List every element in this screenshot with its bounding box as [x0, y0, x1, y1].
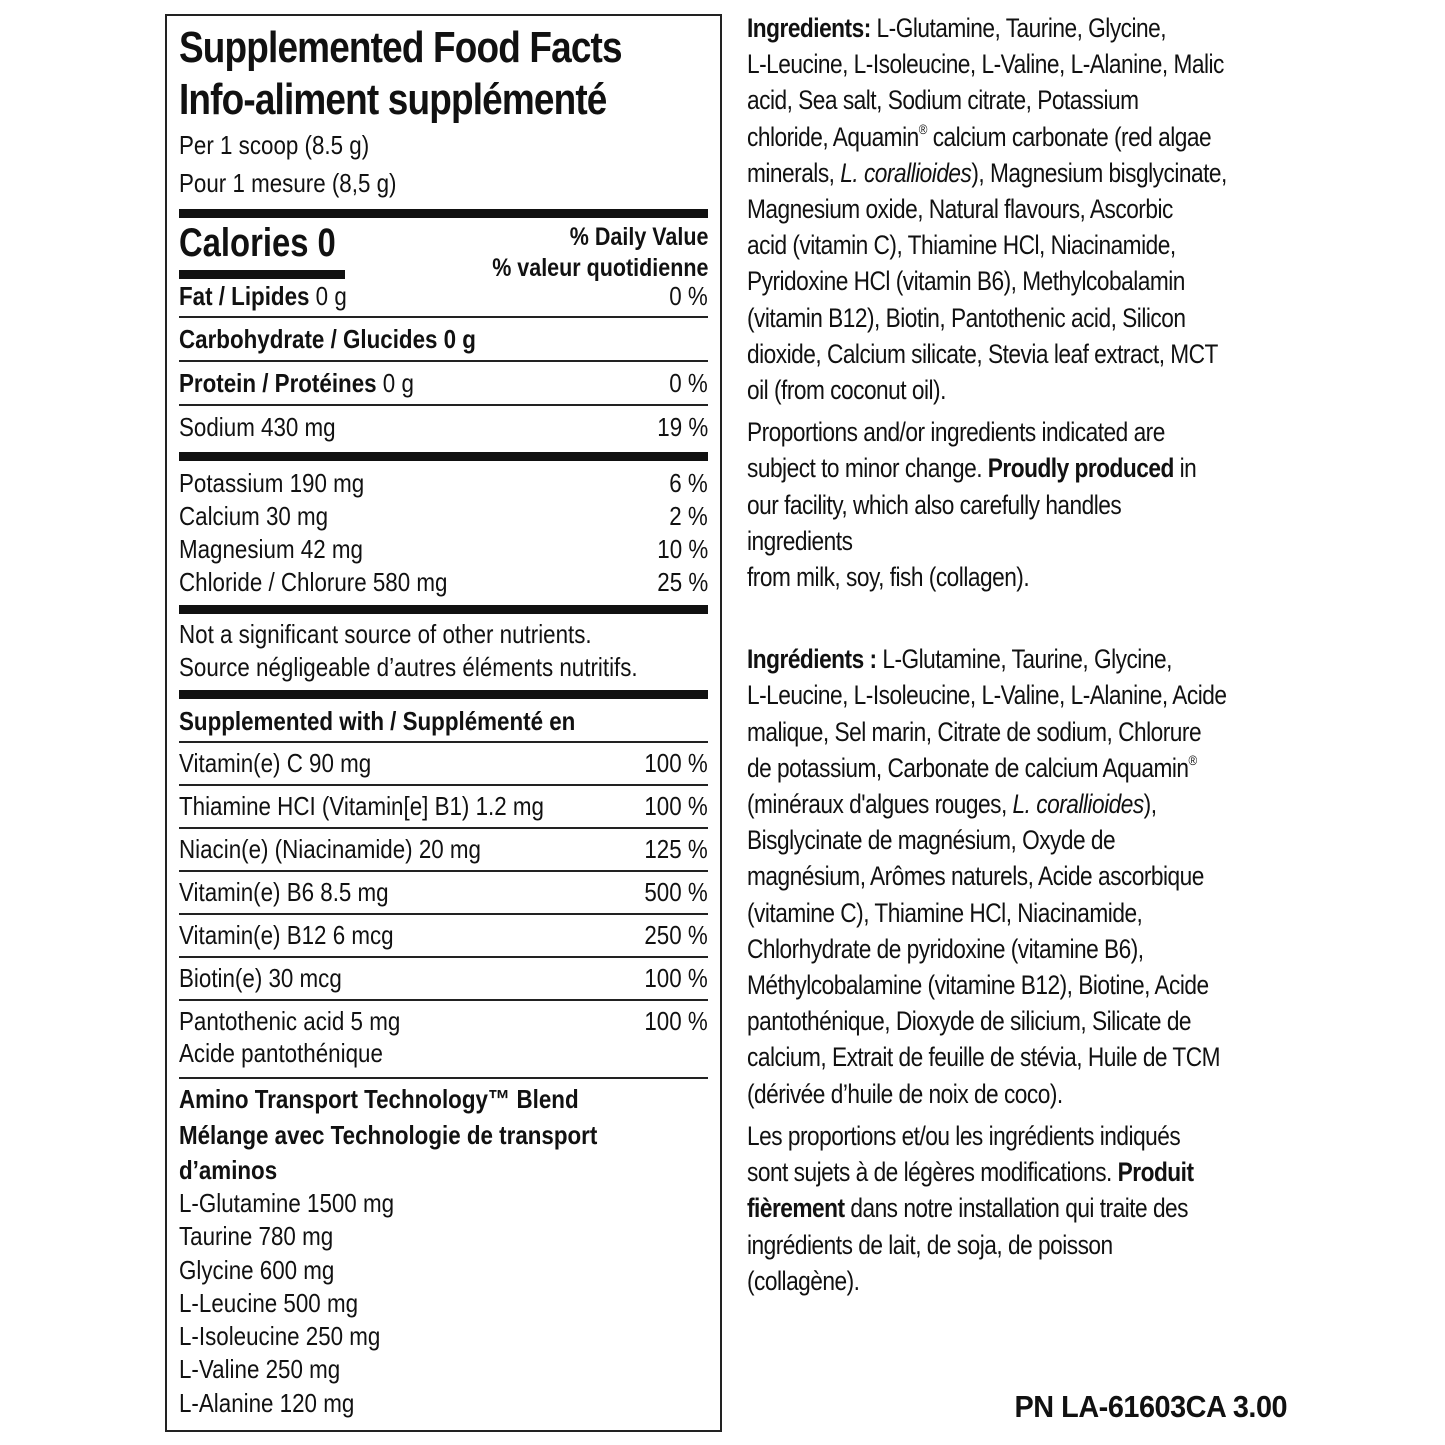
vitamin-dv: 500 % [644, 877, 708, 907]
divider-thick [179, 209, 708, 218]
allergen-statement-en: Proportions and/or ingredients indicated are subject to minor change. Proudly produced in our facility, which also carefully handles ingredients from milk, soy, fish (collagen). [747, 417, 1197, 593]
vitamin-label: Vitamin(e) B12 6 mcg [179, 920, 394, 950]
ingredients-heading-fr: Ingrédients : [747, 644, 877, 675]
vitamin-row [179, 743, 708, 784]
species-name: L. corallioides [840, 157, 972, 188]
mineral-row [179, 533, 708, 566]
minerals-list [179, 461, 708, 599]
part-number: PN LA-61603CA 3.00 [1014, 1389, 1287, 1424]
vitamin-label-fr: Acide pantothénique [179, 1037, 383, 1068]
ingredients-column [747, 10, 1307, 1299]
calories-row [179, 218, 708, 282]
blend-item: L-Isoleucine 250 mg [179, 1321, 381, 1352]
mineral-row [179, 500, 708, 533]
mineral-label: Calcium 30 mg [179, 501, 329, 531]
vitamin-row [179, 1001, 708, 1073]
mineral-label: Magnesium 42 mg [179, 534, 363, 564]
nutrient-dv: 19 % [657, 411, 708, 442]
nutrient-dv: 0 % [669, 367, 708, 398]
vitamin-dv: 100 % [644, 963, 708, 993]
vitamin-label: Vitamin(e) B6 8.5 mg [179, 877, 389, 907]
divider-thick [179, 690, 708, 699]
vitamin-row [179, 958, 708, 999]
supplemented-food-facts-panel [165, 14, 722, 1432]
mineral-dv: 2 % [669, 501, 708, 531]
vitamin-label: Vitamin(e) C 90 mg [179, 748, 372, 778]
note-en: Not a significant source of other nutrients. [179, 619, 592, 649]
blend-title-en: Amino Transport Technology™ Blend [179, 1084, 579, 1114]
ingredients-en: Ingredients: L-Glutamine, Taurine, Glycine, L-Leucine, L-Isoleucine, L-Valine, L-Alanine, Malic acid, Sea salt, Sodium citrate, Potassium chloride, Aquamin® calcium carbonate (red algae minerals, L. corallioides), Magnesium bisglycinate, Magnesium oxide, Natural flavours, Ascorbic acid (vitamin C), Thiamine HCl, Niacinamide, Pyridoxine HCl (vitamin B6), Methylcobalamin (vitamin B12), Biotin, Pantothenic acid, Silicon dioxide, Calcium silicate, Stevia leaf extract, MCT oil (from coconut oil). [747, 13, 1227, 406]
ingredients-fr: Ingrédients : L-Glutamine, Taurine, Glycine, L-Leucine, L-Isoleucine, L-Valine, L-Alanine, Acide malique, Sel marin, Citrate de sodium, Chlorure de potassium, Carbonate de calcium Aquamin® (minéraux d'algues rouges, L. corallioides), Bisglycinate de magnésium, Oxyde de magnésium, Arômes naturels, Acide ascorbique (vitamine C), Thiamine HCl, Niacinamide, Chlorhydrate de pyridoxine (vitamine B6), Méthylcobalamine (vitamine B12), Biotine, Acide pantothénique, Dioxyde de silicium, Silicate de calcium, Extrait de feuille de stévia, Huile de TCM (dérivée d’huile de noix de coco). [747, 644, 1227, 1109]
blend-item: Taurine 780 mg [179, 1221, 334, 1252]
vitamin-row [179, 829, 708, 870]
daily-value-header-en: % Daily Value [569, 223, 708, 251]
blend-item: Glycine 600 mg [179, 1254, 335, 1285]
nutrient-amount: 0 g [382, 367, 414, 398]
divider-thick [179, 605, 708, 614]
mineral-dv: 25 % [657, 567, 708, 597]
vitamin-label: Niacin(e) (Niacinamide) 20 mg [179, 834, 481, 864]
nutrient-row-carbohydrate [179, 318, 708, 360]
serving-size-en: Per 1 scoop (8.5 g) [179, 130, 370, 160]
vitamin-dv: 125 % [644, 834, 708, 864]
note-fr: Source négligeable d’autres éléments nutritifs. [179, 652, 638, 682]
panel-title-en: Supplemented Food Facts [179, 23, 622, 72]
supplemented-with-header: Supplemented with / Supplémenté en [179, 706, 576, 736]
nutrient-label: Carbohydrate / Glucides 0 g [179, 323, 476, 354]
species-name: L. corallioides [1012, 789, 1144, 820]
daily-value-header [457, 222, 708, 284]
vitamin-row [179, 915, 708, 956]
amino-blend-section [179, 1079, 708, 1420]
blend-item: L-Leucine 500 mg [179, 1287, 359, 1318]
ingredients-heading-en: Ingredients: [747, 13, 871, 43]
nutrient-row-protein [179, 362, 708, 404]
nutrient-amount: 0 g [315, 280, 347, 311]
blend-item: L-Alanine 120 mg [179, 1387, 355, 1418]
mineral-label: Potassium 190 mg [179, 468, 365, 498]
vitamin-label: Thiamine HCI (Vitamin[e] B1) 1.2 mg [179, 791, 544, 821]
calories-label: Calories 0 [179, 221, 336, 265]
nutrient-row-fat [179, 276, 708, 316]
not-significant-note [179, 614, 708, 690]
mineral-row [179, 467, 708, 500]
blend-item: L-Glutamine 1500 mg [179, 1188, 395, 1218]
nutrient-row-sodium [179, 406, 708, 448]
nutrient-label: Fat / Lipides [179, 280, 310, 311]
vitamin-dv: 100 % [644, 1006, 708, 1036]
daily-value-header-fr: % valeur quotidienne [491, 254, 708, 282]
nutrient-dv: 0 % [669, 280, 708, 311]
mineral-row [179, 566, 708, 599]
serving-size-fr: Pour 1 mesure (8,5 g) [179, 168, 397, 198]
registered-mark: ® [918, 120, 927, 137]
vitamin-row [179, 786, 708, 827]
vitamin-dv: 250 % [644, 920, 708, 950]
panel-title-fr: Info-aliment supplémenté [179, 75, 607, 124]
mineral-dv: 6 % [669, 468, 708, 498]
vitamin-dv: 100 % [644, 748, 708, 778]
blend-item: L-Valine 250 mg [179, 1354, 341, 1385]
mineral-label: Chloride / Chlorure 580 mg [179, 567, 448, 597]
mineral-dv: 10 % [657, 534, 708, 564]
vitamin-dv: 100 % [644, 791, 708, 821]
vitamin-label: Biotin(e) 30 mcg [179, 963, 342, 993]
vitamin-label: Pantothenic acid 5 mg [179, 1006, 401, 1036]
nutrient-label: Sodium 430 mg [179, 411, 336, 442]
blend-title-fr-cont: d’aminos [179, 1155, 278, 1185]
blend-title-fr: Mélange avec Technologie de transport [179, 1120, 598, 1150]
vitamin-row [179, 872, 708, 913]
registered-mark: ® [1188, 751, 1197, 768]
nutrient-label: Protein / Protéines [179, 367, 377, 398]
divider-thick [179, 452, 708, 461]
allergen-statement-fr: Les proportions et/ou les ingrédients indiqués sont sujets à de légères modifications. Produit fièrement dans notre installation qui traite des ingrédients de lait, de soja, de poisson (collagène). [747, 1120, 1194, 1296]
